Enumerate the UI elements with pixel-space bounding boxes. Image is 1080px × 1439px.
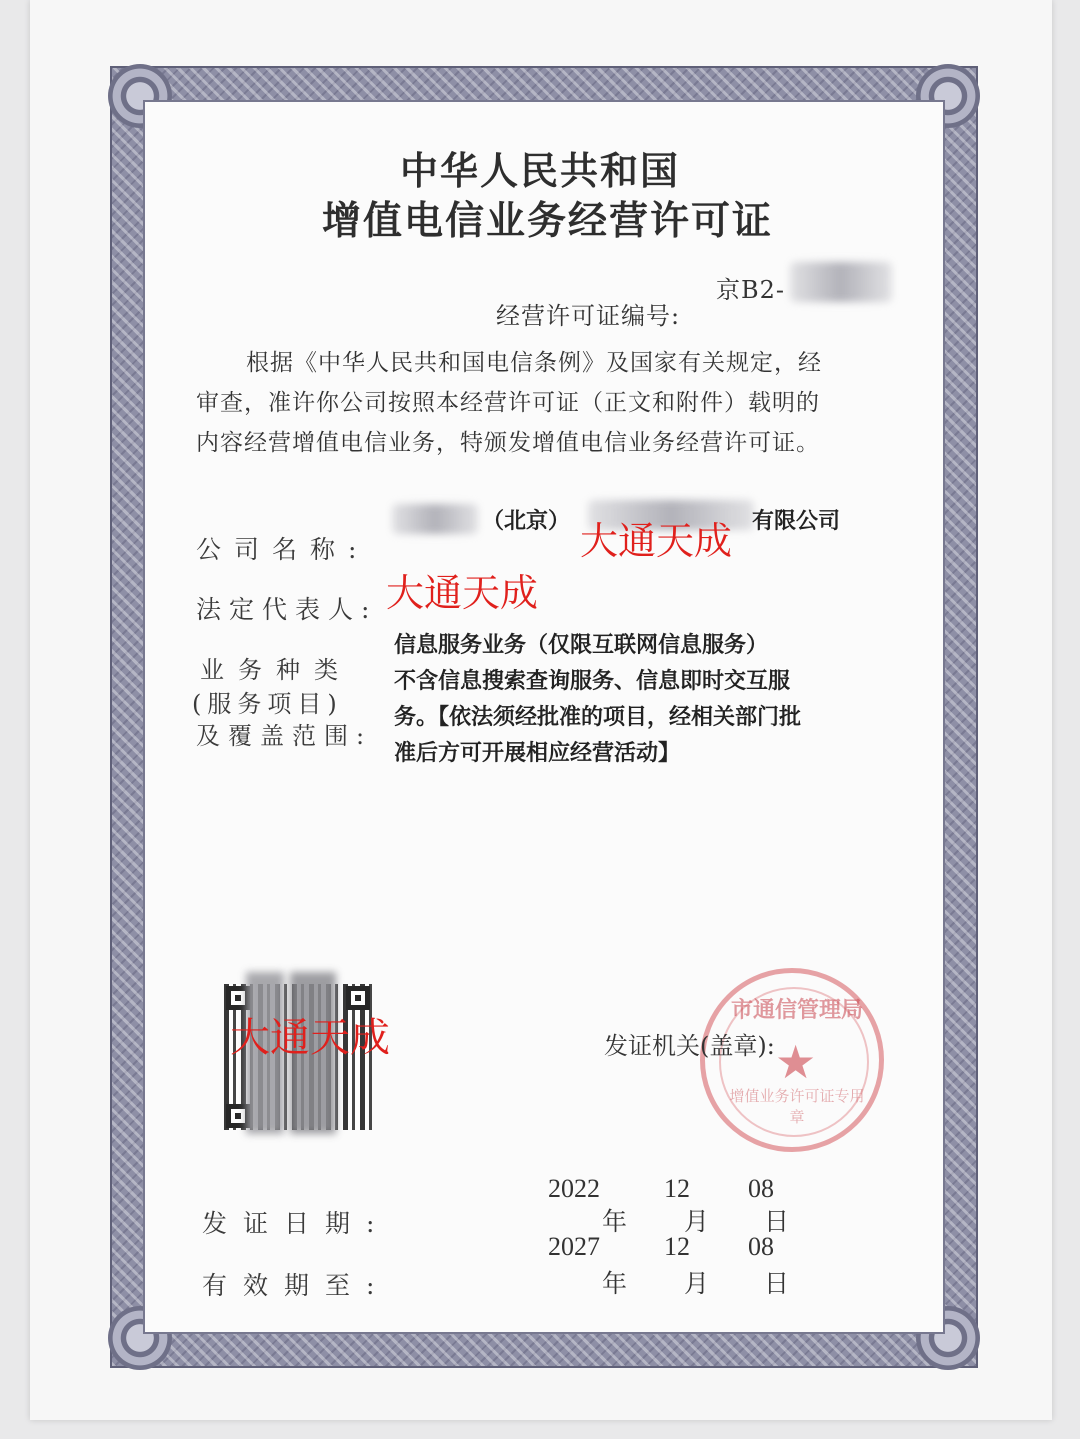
legal-rep-label: 法定代表人: [196, 595, 378, 624]
issue-year: 2022 [548, 1174, 600, 1203]
company-name-suffix: 有限公司 [752, 509, 841, 534]
valid-day: 08 [748, 1232, 774, 1261]
valid-year: 2027 [548, 1232, 600, 1261]
business-scope-line-3: 务。【依法须经批准的项目，经相关部门批 [394, 705, 802, 730]
seal-top-text: 市通信管理局 [730, 998, 863, 1023]
company-name-label: 公司名称: [196, 535, 370, 564]
business-label-line-3: 及覆盖范围: [196, 722, 373, 750]
preamble-line-3: 内容经营增值电信业务，特颁发增值电信业务经营许可证。 [196, 430, 820, 456]
watermark-text: 大通天成 [230, 1015, 390, 1061]
valid-month: 12 [664, 1232, 690, 1261]
preamble-line-2: 审查，准许你公司按照本经营许可证（正文和附件）载明的 [196, 390, 820, 416]
license-number-label: 经营许可证编号: [496, 302, 681, 330]
license-number-value: 京B2- [716, 276, 786, 304]
issue-date-label: 发证日期: [202, 1209, 391, 1238]
day-unit: 日 [764, 1207, 790, 1236]
business-scope-line-1: 信息服务业务（仅限互联网信息服务） [394, 633, 769, 658]
month-unit: 月 [684, 1269, 710, 1298]
watermark-text: 大通天成 [580, 519, 733, 563]
year-unit: 年 [602, 1207, 628, 1236]
business-scope-line-4: 准后方可开展相应经营活动】 [394, 741, 681, 766]
title-line-1: 中华人民共和国 [400, 149, 681, 193]
business-label-line-1: 业务种类 [200, 656, 352, 684]
title-line-2: 增值电信业务经营许可证 [322, 199, 774, 244]
business-scope-line-2: 不含信息搜索查询服务、信息即时交互服 [394, 669, 791, 694]
preamble-line-1: 根据《中华人民共和国电信条例》及国家有关规定，经 [246, 350, 822, 376]
day-unit: 日 [764, 1269, 790, 1298]
valid-until-label: 有效期至: [202, 1271, 391, 1300]
company-name-middle: （北京） [482, 509, 571, 534]
redacted-company-prefix [392, 504, 478, 534]
watermark-text: 大通天成 [386, 571, 539, 615]
month-unit: 月 [684, 1207, 710, 1236]
issuer-label: 发证机关(盖章): [604, 1032, 775, 1060]
star-icon: ★ [775, 1035, 817, 1089]
redacted-license-number [790, 262, 892, 302]
issue-day: 08 [748, 1174, 774, 1203]
year-unit: 年 [602, 1269, 628, 1298]
seal-bottom-text: 增值业务许可证专用章 [729, 1087, 865, 1126]
issue-month: 12 [664, 1174, 690, 1203]
business-label-line-2: (服务项目) [192, 690, 343, 718]
